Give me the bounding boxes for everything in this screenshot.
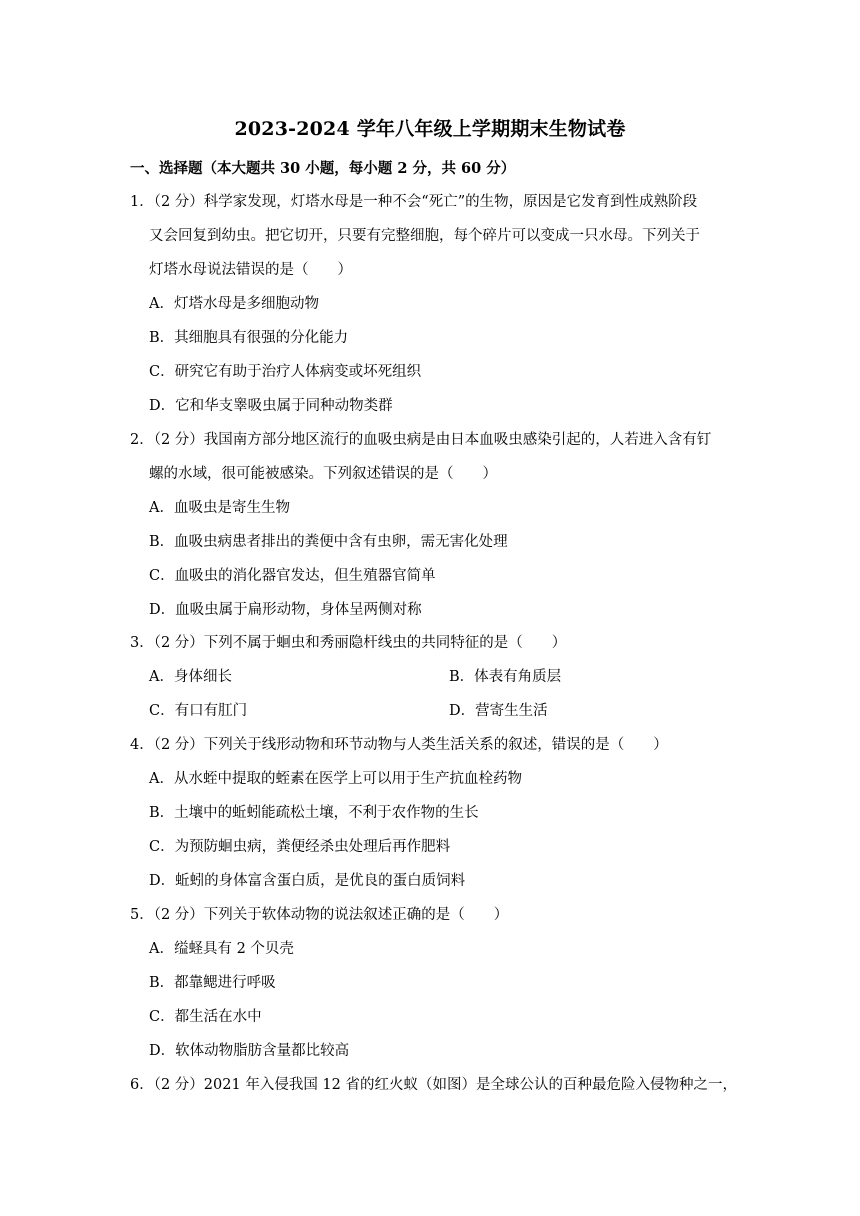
- question-1-stem: 1．（2 分）科学家发现，灯塔水母是一种不会“死亡”的生物，原因是它发育到性成熟阶段: [130, 194, 698, 210]
- question-6-stem: 6．（2 分）2021 年入侵我国 12 省的红火蚁（如图）是全球公认的百种最危险入侵物种之一，: [130, 1077, 737, 1093]
- question-4-option-b: B．土壤中的蚯蚓能疏松土壤，不利于农作物的生长: [149, 805, 479, 821]
- question-4-option-d: D．蚯蚓的身体富含蛋白质，是优良的蛋白质饲料: [149, 873, 466, 889]
- question-5-option-b: B．都靠鳃进行呼吸: [149, 975, 276, 991]
- question-1-option-c: C．研究它有助于治疗人体病变或坏死组织: [149, 364, 422, 380]
- question-1-stem-line3: 灯塔水母说法错误的是（ ）: [149, 262, 352, 278]
- question-3-option-b: B．体表有角质层: [449, 669, 562, 685]
- question-2-option-c: C．血吸虫的消化器官发达，但生殖器官简单: [149, 568, 436, 584]
- question-1-option-b: B．其细胞具有很强的分化能力: [149, 330, 349, 346]
- question-3-option-a: A．身体细长: [149, 669, 232, 685]
- question-2-option-a: A．血吸虫是寄生生物: [149, 500, 290, 516]
- exam-title: 2023-2024 学年八年级上学期期末生物试卷: [234, 118, 626, 140]
- question-5-stem: 5．（2 分）下列关于软体动物的说法叙述正确的是（ ）: [130, 907, 509, 923]
- question-5-option-c: C．都生活在水中: [149, 1009, 262, 1025]
- question-4-option-c: C．为预防蛔虫病，粪便经杀虫处理后再作肥料: [149, 839, 451, 855]
- question-4-option-a: A．从水蛭中提取的蛭素在医学上可以用于生产抗血栓药物: [149, 771, 522, 787]
- question-5-option-d: D．软体动物脂肪含量都比较高: [149, 1043, 350, 1059]
- question-3-option-d: D．营寄生生活: [449, 703, 548, 719]
- section-heading: 一、选择题（本大题共 30 小题，每小题 2 分，共 60 分）: [130, 160, 516, 177]
- question-4-stem: 4．（2 分）下列关于线形动物和环节动物与人类生活关系的叙述，错误的是（ ）: [130, 737, 668, 753]
- question-2-stem: 2．（2 分）我国南方部分地区流行的血吸虫病是由日本血吸虫感染引起的，人若进入含有钉: [130, 432, 712, 448]
- question-5-option-a: A．缢蛏具有 2 个贝壳: [149, 941, 294, 957]
- question-1-option-a: A．灯塔水母是多细胞动物: [149, 296, 319, 312]
- question-2-stem-line2: 螺的水域，很可能被感染。下列叙述错误的是（ ）: [149, 466, 497, 482]
- question-1-stem-line2: 又会回复到幼虫。把它切开，只要有完整细胞，每个碎片可以变成一只水母。下列关于: [149, 228, 700, 244]
- question-3-stem: 3．（2 分）下列不属于蛔虫和秀丽隐杆线虫的共同特征的是（ ）: [130, 635, 567, 651]
- question-3-option-c: C．有口有肛门: [149, 703, 248, 719]
- question-2-option-b: B．血吸虫病患者排出的粪便中含有虫卵，需无害化处理: [149, 534, 508, 550]
- question-2-option-d: D．血吸虫属于扁形动物，身体呈两侧对称: [149, 602, 422, 618]
- question-1-option-d: D．它和华支睾吸虫属于同种动物类群: [149, 398, 393, 414]
